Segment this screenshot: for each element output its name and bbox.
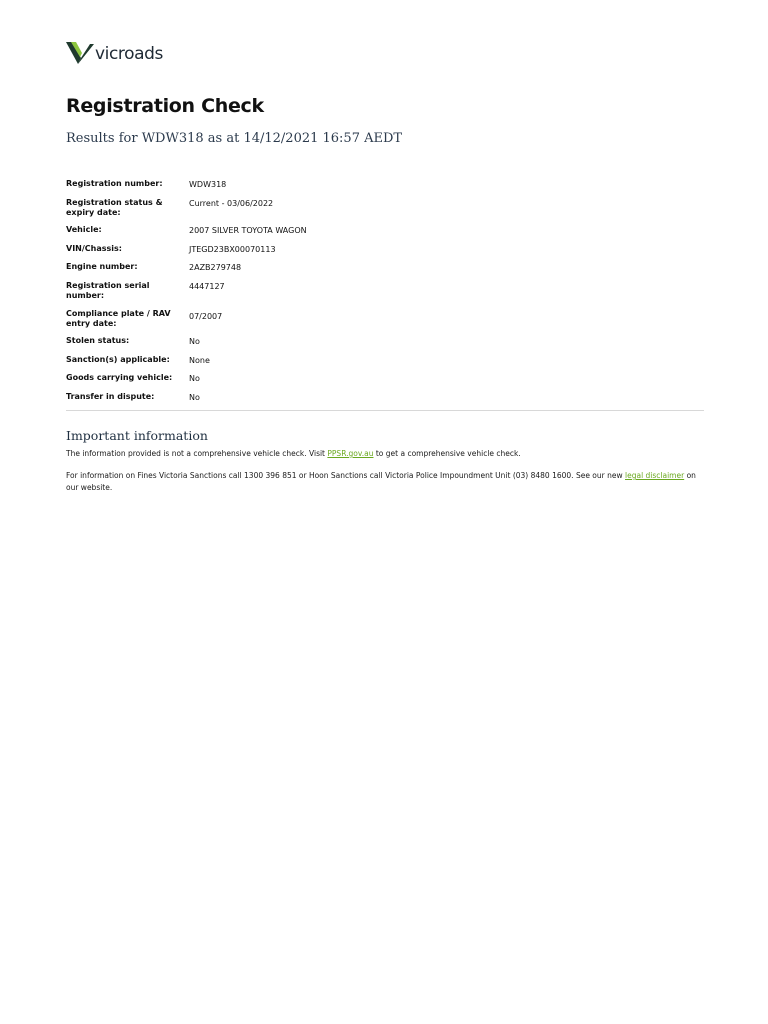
detail-row-vehicle bbox=[66, 224, 466, 236]
detail-row-registration-status bbox=[66, 197, 466, 218]
detail-value: JTEGD23BX00070113 bbox=[189, 244, 276, 254]
detail-label: Registration status & expiry date: bbox=[66, 197, 163, 217]
logo-text: vicroads bbox=[95, 43, 164, 64]
sanctions-info-text bbox=[66, 470, 704, 494]
vicroads-logo[interactable] bbox=[66, 40, 163, 66]
detail-row-engine-number bbox=[66, 261, 466, 273]
detail-label: Stolen status: bbox=[66, 336, 130, 346]
ppsr-info-text bbox=[66, 448, 704, 460]
detail-row-sanctions bbox=[66, 354, 466, 366]
detail-label: Compliance plate / RAV entry date: bbox=[66, 308, 171, 328]
detail-label: Registration number: bbox=[66, 179, 163, 188]
detail-label: Goods carrying vehicle: bbox=[66, 373, 173, 383]
detail-value: 4447127 bbox=[189, 281, 225, 291]
vicroads-logo-mark-icon bbox=[66, 40, 94, 66]
important-info-heading: Important information bbox=[66, 428, 208, 443]
detail-row-vin bbox=[66, 243, 466, 255]
detail-value: WDW318 bbox=[189, 180, 227, 189]
detail-label: Vehicle: bbox=[66, 225, 102, 235]
detail-row-stolen-status bbox=[66, 335, 466, 347]
sanctions-info-before: For information on Fines Victoria Sanctions call 1300 396 851 or Hoon Sanctions call Victoria Police Impoundment Unit (03) 8480 1600. See our new bbox=[66, 471, 626, 480]
detail-label: Sanction(s) applicable: bbox=[66, 354, 170, 364]
detail-value: No bbox=[189, 374, 200, 384]
page-subtitle: Results for WDW318 as at 14/12/2021 16:57 AEDT bbox=[66, 131, 403, 146]
detail-value: No bbox=[189, 337, 200, 347]
detail-row-goods-carrying bbox=[66, 372, 466, 384]
detail-value: No bbox=[189, 392, 200, 402]
ppsr-link[interactable]: PPSR.gov.au bbox=[327, 449, 374, 458]
detail-row-compliance-plate bbox=[66, 308, 466, 329]
detail-label: Engine number: bbox=[66, 262, 138, 272]
detail-row-registration-number bbox=[66, 178, 466, 190]
detail-label: Transfer in dispute: bbox=[66, 391, 155, 401]
detail-value: 2AZB279748 bbox=[189, 263, 242, 273]
legal-disclaimer-link[interactable]: legal disclaimer bbox=[625, 471, 685, 480]
page-title: Registration Check bbox=[66, 95, 264, 117]
detail-row-serial-number bbox=[66, 280, 466, 301]
detail-label: VIN/Chassis: bbox=[66, 243, 122, 253]
detail-row-transfer-dispute bbox=[66, 391, 466, 403]
section-divider bbox=[66, 410, 704, 411]
sanctions-info-after: on our website. bbox=[66, 471, 696, 492]
detail-value: 2007 SILVER TOYOTA WAGON bbox=[189, 226, 307, 236]
detail-value: Current - 03/06/2022 bbox=[189, 198, 274, 208]
detail-label: Registration serial number: bbox=[66, 280, 150, 300]
registration-details bbox=[66, 178, 466, 410]
detail-value: None bbox=[189, 355, 210, 365]
ppsr-info-before: The information provided is not a comprehensive vehicle check. Visit bbox=[66, 449, 328, 458]
detail-value: 07/2007 bbox=[189, 311, 223, 321]
ppsr-info-after: to get a comprehensive vehicle check. bbox=[373, 449, 521, 458]
